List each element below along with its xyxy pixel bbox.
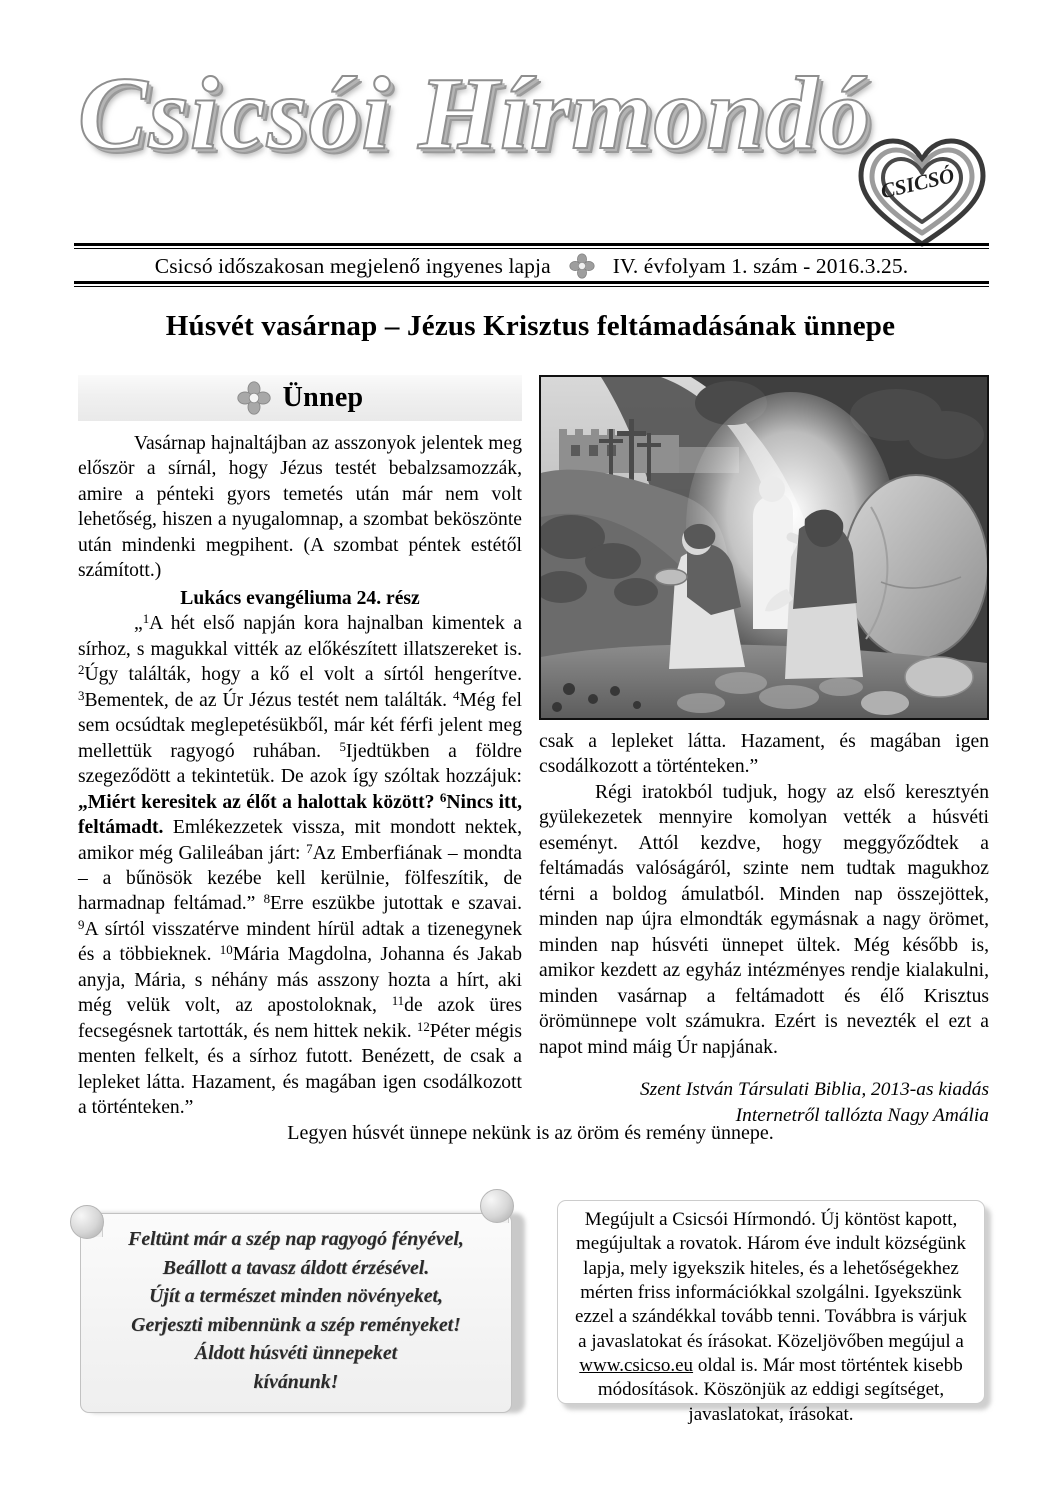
attribution-author: Internetről tallózta Nagy Amália — [735, 1105, 989, 1127]
masthead — [0, 56, 1061, 231]
closing-line: Legyen húsvét ünnepe nekünk is az öröm és remény ünnepe. — [287, 1122, 774, 1144]
info-text-before-url: Megújult a Csicsói Hírmondó. Új köntöst kapott, megújultak a rovatok. Három éve indult községünk lapja, mely igyekszik hiteles, és a lehetőségekhez mérten friss információkkal szolgálni. Igyekszünk ezzel a szándékkal tovább tenni. Továbbra is várjuk a javaslatokat és írásokat. Közeljövőben megújul a — [575, 1209, 967, 1352]
poem-line: Gerjeszti mibennünk a szép reményeket! — [131, 1313, 461, 1336]
poem-line: Újít a természet minden növényeket, — [149, 1285, 443, 1307]
editorial-info-text — [569, 1208, 973, 1427]
article-headline: Húsvét vasárnap – Jézus Krisztus feltámadásának ünnepe — [165, 310, 896, 342]
section-banner-unnep — [78, 375, 522, 421]
empty-tomb-illustration — [539, 375, 989, 720]
subtitle-bar — [74, 250, 989, 282]
right-column — [539, 375, 989, 1129]
poem-line: Áldott húsvéti ünnepeket — [194, 1342, 398, 1364]
editorial-info-box — [557, 1200, 991, 1425]
verse-reference: Lukács evangéliuma 24. rész — [180, 587, 420, 609]
logo-text: CSICSÓ — [878, 163, 957, 204]
info-text-after-url: oldal is. Már most történtek kisebb módosítások. Köszönjük az eddigi segítséget, javaslatokat, írásokat. — [597, 1354, 963, 1425]
section-banner-label: Ünnep — [282, 382, 364, 413]
rosette-icon — [237, 381, 271, 415]
scripture-paragraph: „$^1$A hét első napján kora hajnalban kimentek a sírhoz, s magukkal vitték az előkészített illatszereket is. $^2$Úgy találták, hogy a kő el volt a sírtól hengerítve. $^3$Bementek, de az Úr Jézus testét nem találták. $^4$Még fel sem ocsúdtak meglepetésükből, már két férfi jelent meg mellettük ragyogó ruhában. $^5$Ijedtükben a földre szegeződött a tekintetük. De azok így szóltak hozzájuk: „Miért keresitek az élőt a halottak között? $^6$Nincs itt, feltámadt. Emlékezzetek vissza, mit mondott nektek, amikor még Galileában járt: $^7$Az Emberfiának – mondta – a bűnösök kezébe kell kerülnie, fölfeszítik, de harmadnap feltámad.” $^8$Erre eszükbe jutottak e szavai. $^9$A sírtól visszatérve mindent hírül adtak a tizenegynek és a többieknek. $^{10}$Mária Magdolna, Johanna és Jakab anyja, Mária, s néhány más asszony hozta a hírt, aki még velük volt, az apostoloknak, $^{11}$de azok üres fecsegésnek tartották, és nem hittek nekik. $^{12}$Péter mégis menten felkelt, és a sírhoz futott. Benézett, de csak a lepleket látta. Hazament, és magában igen csodálkozott a történteken.” — [78, 611, 523, 1119]
poem-line: Feltünt már a szép nap ragyogó fényével, — [128, 1228, 464, 1250]
subtitle-left-text: Csicsó időszakosan megjelenő ingyenes lapja — [154, 253, 551, 278]
heart-icon — [855, 132, 990, 252]
poem-scroll-box — [80, 1205, 525, 1413]
poem-line: kívánunk! — [253, 1370, 339, 1393]
intro-paragraph: Vasárnap hajnaltájban az asszonyok jelentek meg először a sírnál, hogy Jézus testét bebalzsamozzák, amire a pénteki gyors temetés után már nem volt lehetőség, hiszen a nyugalomnap, a szombat beköszönte után mindenki megpihent. (A szombat péntek estétől számított.) — [78, 433, 522, 582]
scroll-curl-right — [480, 1189, 514, 1223]
right-paragraph-1: csak a lepleket látta. Hazament, és magában igen csodálkozott a történteken.” — [539, 731, 989, 778]
poem-text — [94, 1225, 498, 1396]
attribution-source: Szent István Társulati Biblia, 2013-as kiadás — [639, 1079, 989, 1101]
masthead-rule-bottom — [74, 281, 989, 287]
website-link[interactable]: www.csicso.eu — [579, 1354, 694, 1376]
poem-line: Beállott a tavasz áldott érzésével. — [162, 1256, 430, 1279]
issue-info-text: IV. évfolyam 1. szám - 2016.3.25. — [612, 253, 909, 278]
rosette-icon — [569, 253, 595, 279]
publication-title: Csicsói Hírmondó — [78, 56, 872, 171]
right-paragraph-2: Régi iratokból tudjuk, hogy az első keresztyén gyülekezetek mennyire komolyan vették a húsvéti eseményt. Attól kezdve, hogy meggyőződtek a feltámadás valóságáról, szinte nem tudtak magukhoz térni a boldog ámulatból. Minden nap összejöttek, minden nap újra elmondták egymásnak a nagy örömet, minden nap húsvéti ünnepet ültek. Még később is, amikor kezdett az egyház intézményes rendje kialakulni, minden vasárnap a feltámadott és élő Krisztus örömünnepe volt számukra. Ezért is nevezték el ezt a napot mind máig Úr napjának. — [539, 781, 989, 1058]
left-column — [78, 375, 522, 1121]
masthead-rule-top — [74, 243, 989, 249]
